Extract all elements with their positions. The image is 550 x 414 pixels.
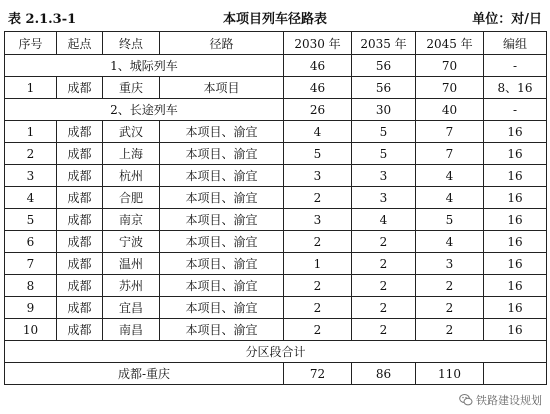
cell-no: 10 [5,319,57,341]
col-2030: 2030 年 [284,32,352,55]
cell-2045: 4 [416,187,484,209]
cell-route: 本项目、渝宜 [160,143,284,165]
cell-2045: 2 [416,275,484,297]
cell-2035: 56 [352,77,416,99]
watermark-text: 铁路建设规划 [476,394,542,407]
cell-2045: 2 [416,319,484,341]
cell-route: 本项目、渝宜 [160,319,284,341]
col-from: 起点 [57,32,103,55]
cell-group: 16 [484,187,547,209]
cell-group: 16 [484,209,547,231]
cell-no: 8 [5,275,57,297]
cell-2045: 40 [416,99,484,121]
subtotal-label: 分区段合计 [5,341,547,363]
cell-group: 16 [484,165,547,187]
cell-from: 成都 [57,319,103,341]
cell-2030: 4 [284,121,352,143]
col-route: 径路 [160,32,284,55]
cell-from: 成都 [57,187,103,209]
cell-no: 5 [5,209,57,231]
cell-2030: 3 [284,165,352,187]
cell-2035: 86 [352,363,416,385]
cell-2035: 30 [352,99,416,121]
table-title: 本项目列车径路表 [222,12,327,27]
cell-to: 南昌 [103,319,160,341]
cell-to: 杭州 [103,165,160,187]
cell-2045: 5 [416,209,484,231]
cell-2030: 2 [284,297,352,319]
section-row [5,99,547,121]
cell-2035: 2 [352,297,416,319]
cell-to: 宁波 [103,231,160,253]
cell-route: 本项目、渝宜 [160,121,284,143]
cell-2030: 1 [284,253,352,275]
cell-from: 成都 [57,253,103,275]
col-2035: 2035 年 [352,32,416,55]
cell-2030: 2 [284,187,352,209]
cell-2045: 7 [416,143,484,165]
cell-2045: 110 [416,363,484,385]
cell-group: 16 [484,297,547,319]
table-row [5,231,547,253]
subtotal-label-row [5,341,547,363]
cell-from: 成都 [57,77,103,99]
table-row [5,297,547,319]
watermark [459,392,542,408]
section-row [5,55,547,77]
cell-no: 6 [5,231,57,253]
cell-no: 3 [5,165,57,187]
cell-to: 南京 [103,209,160,231]
col-no: 序号 [5,32,57,55]
cell-group: 16 [484,253,547,275]
table-row [5,253,547,275]
cell-route: 本项目、渝宜 [160,165,284,187]
cell-2030: 2 [284,275,352,297]
cell-route: 本项目、渝宜 [160,187,284,209]
cell-from: 成都 [57,231,103,253]
cell-2035: 2 [352,231,416,253]
cell-to: 上海 [103,143,160,165]
col-to: 终点 [103,32,160,55]
cell-group [484,363,547,385]
col-2045: 2045 年 [416,32,484,55]
cell-2035: 3 [352,165,416,187]
cell-to: 合肥 [103,187,160,209]
cell-2045: 70 [416,77,484,99]
cell-2045: 2 [416,297,484,319]
cell-2030: 26 [284,99,352,121]
cell-from: 成都 [57,209,103,231]
cell-group: 16 [484,231,547,253]
cell-to: 温州 [103,253,160,275]
cell-segment: 成都-重庆 [5,363,284,385]
table-row [5,77,547,99]
cell-to: 苏州 [103,275,160,297]
cell-no: 1 [5,77,57,99]
cell-from: 成都 [57,165,103,187]
cell-group: 16 [484,319,547,341]
cell-route: 本项目、渝宜 [160,231,284,253]
cell-2030: 2 [284,231,352,253]
cell-2035: 2 [352,275,416,297]
cell-2035: 56 [352,55,416,77]
cell-group: - [484,55,547,77]
cell-2045: 4 [416,165,484,187]
cell-2035: 4 [352,209,416,231]
cell-2035: 3 [352,187,416,209]
cell-no: 1 [5,121,57,143]
cell-from: 成都 [57,121,103,143]
cell-2035: 2 [352,319,416,341]
cell-from: 成都 [57,297,103,319]
cell-group: 16 [484,275,547,297]
cell-2035: 2 [352,253,416,275]
cell-2045: 3 [416,253,484,275]
cell-2030: 46 [284,55,352,77]
cell-from: 成都 [57,275,103,297]
wechat-icon [459,393,473,407]
cell-group: 16 [484,121,547,143]
section-label: 2、长途列车 [5,99,284,121]
cell-group: 8、16 [484,77,547,99]
cell-2030: 46 [284,77,352,99]
cell-2045: 7 [416,121,484,143]
cell-no: 7 [5,253,57,275]
table-row [5,121,547,143]
table-row [5,165,547,187]
table-header [0,0,550,32]
cell-route: 本项目、渝宜 [160,253,284,275]
cell-group: 16 [484,143,547,165]
cell-group: - [484,99,547,121]
column-header-row [5,32,547,55]
cell-to: 宜昌 [103,297,160,319]
cell-route: 本项目、渝宜 [160,209,284,231]
table-row [5,209,547,231]
cell-route: 本项目 [160,77,284,99]
cell-route: 本项目、渝宜 [160,275,284,297]
cell-no: 4 [5,187,57,209]
route-table [4,31,547,385]
cell-2045: 4 [416,231,484,253]
cell-2045: 70 [416,55,484,77]
cell-no: 9 [5,297,57,319]
table-row [5,187,547,209]
cell-no: 2 [5,143,57,165]
unit-label: 单位：对/日 [472,12,542,27]
cell-2030: 2 [284,319,352,341]
cell-from: 成都 [57,143,103,165]
cell-route: 本项目、渝宜 [160,297,284,319]
table-row [5,319,547,341]
table-row [5,275,547,297]
cell-to: 重庆 [103,77,160,99]
cell-2030: 72 [284,363,352,385]
section-label: 1、城际列车 [5,55,284,77]
cell-2030: 3 [284,209,352,231]
cell-2035: 5 [352,143,416,165]
subtotal-row [5,363,547,385]
cell-to: 武汉 [103,121,160,143]
col-group: 编组 [484,32,547,55]
cell-2030: 5 [284,143,352,165]
cell-2035: 5 [352,121,416,143]
table-row [5,143,547,165]
table-number: 表 2.1.3-1 [8,12,77,27]
